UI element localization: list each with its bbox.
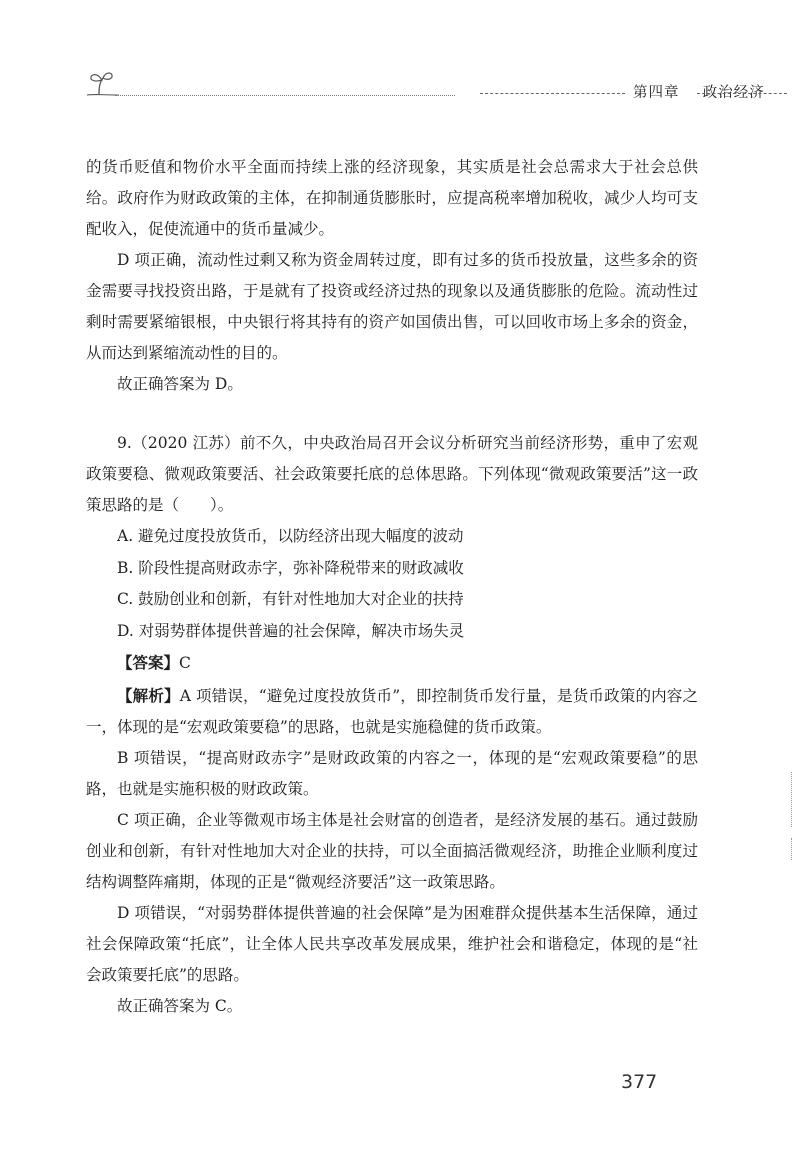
answer-value: C [179,654,191,672]
page-number: 377 [621,1071,658,1093]
option-c: C. 鼓励创业和创新，有针对性地加大对企业的扶持 [117,590,464,608]
page-body [86,152,698,1022]
scan-margin-mark [791,838,792,860]
chapter-heading [633,81,765,102]
answer-label: 【答案】 [117,653,180,672]
header-rule-middle [480,93,625,94]
header-rule-left [115,95,455,96]
chapter-title: 政治经济 [702,85,765,101]
answer-line [86,647,698,680]
paragraph-inflation: 的货币贬值和物价水平全面而持续上涨的经济现象，其实质是社会总需求大于社会总供给。政府作为财政政策的主体，在抑制通货膨胀时，应提高税率增加税收，减少人均可支配收入，促使流通中的货币量减少。 [86,158,698,238]
analysis-a-text: A 项错误，“避免过度投放货币”，即控制货币发行量，是货币政策的内容之一，体现的是“宏观政策要稳”的思路，也就是实施稳健的货币政策。 [86,686,698,736]
paragraph-answer-d: 故正确答案为 D。 [117,375,243,393]
paragraph-option-d-liquidity: D 项正确，流动性过剩又称为资金周转过度，即有过多的货币投放量，这些多余的资金需要寻找投资出路，于是就有了投资或经济过热的现象以及通货膨胀的危险。流动性过剩时需要紧缩银根，中央银行将其持有的资产如国债出售，可以回收市场上多余的资金，从而达到紧缩流动性的目的。 [86,251,698,362]
analysis-a [86,680,698,743]
option-a: A. 避免过度投放货币，以防经济出现大幅度的波动 [117,527,464,545]
conclusion: 故正确答案为 C。 [117,996,243,1015]
chapter-number: 第四章 [633,85,680,101]
analysis-c: C 项正确，企业等微观市场主体是社会财富的创造者，是经济发展的基石。通过鼓励创业和创新，有针对性地加大对企业的扶持，可以全面搞活微观经济，助推企业顺利度过结构调整阵痛期，体现的正是“微观经济要活”这一政策思路。 [86,810,698,891]
question-stem: 9.（2020 江苏）前不久，中央政治局召开会议分析研究当前经济形势，重申了宏观政策要稳、微观政策要活、社会政策要托底的总体思路。下列体现“微观政策要活”这一政策思路的是（ ）。 [86,434,698,514]
header-rule-right [697,93,787,94]
analysis-label: 【解析】 [117,685,180,705]
analysis-b: B 项错误，“提高财政赤字”是财政政策的内容之一，体现的是“宏观政策要稳”的思路，也就是实施积极的财政政策。 [86,748,698,798]
scan-margin-mark [791,772,792,827]
analysis-d: D 项错误，“对弱势群体提供普遍的社会保障”是为困难群众提供基本生活保障，通过社会保障政策“托底”，让全体人民共享改革发展成果，维护社会和谐稳定，体现的是“社会政策要托底”的思路。 [86,903,698,984]
option-d: D. 对弱势群体提供普遍的社会保障，解决市场失灵 [117,621,465,640]
option-b: B. 阶段性提高财政赤字，弥补降税带来的财政减收 [117,558,464,577]
page-header [85,68,765,102]
sprout-icon [85,68,119,98]
